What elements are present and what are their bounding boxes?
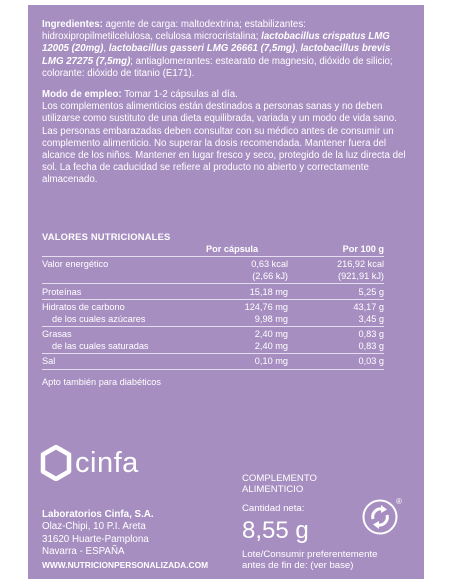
company-address <box>42 509 208 571</box>
row-value-capsule: 0,10 mg <box>254 356 288 366</box>
lactobacillus-crispatus: lactobacillus crispatus LMG 12005 (20mg) <box>42 31 390 55</box>
hexagon-logo-icon <box>40 445 72 481</box>
row-value-100g: 0,83 g <box>358 329 384 339</box>
row-label: Valor energético <box>42 259 109 269</box>
row-value-100g: (921,91 kJ) <box>338 271 384 281</box>
usage-paragraph <box>42 89 414 101</box>
row-value-100g: 3,45 g <box>358 314 384 324</box>
row-label: Grasas <box>42 329 72 339</box>
net-quantity-label: Cantidad neta: <box>242 503 305 514</box>
diabetic-note: Apto también para diabéticos <box>42 377 162 387</box>
website: WWW.NUTRICIONPERSONALIZADA.COM <box>42 559 209 570</box>
lactobacillus-brevis: lactobacillus brevis LMG 27275 (7,5mg) <box>42 43 391 67</box>
divider <box>42 283 384 284</box>
table-row <box>42 258 384 270</box>
row-value-capsule: 124,76 mg <box>244 302 288 312</box>
row-value-100g: 5,25 g <box>358 287 384 297</box>
row-value-capsule: 2,40 mg <box>254 329 288 339</box>
ingredients-paragraph <box>42 19 414 80</box>
table-row <box>42 340 384 352</box>
ingredients-label: Ingredientes: <box>42 19 103 30</box>
row-label: Hidratos de carbono <box>42 302 125 312</box>
row-label: de los cuales azúcares <box>52 314 146 324</box>
row-label: Sal <box>42 356 56 366</box>
address-line-2: 31620 Huarte-Pamplona <box>42 533 149 545</box>
brand-name: cinfa <box>75 447 139 479</box>
batch-line-1: Lote/Consumir preferentemente <box>242 549 378 560</box>
row-value-100g: 0,83 g <box>358 341 384 351</box>
registered-mark: ® <box>396 497 402 506</box>
brand-logo <box>40 445 170 485</box>
row-value-capsule: (2,66 kJ) <box>252 271 288 281</box>
address-line-3: Navarra - ESPAÑA <box>42 546 125 558</box>
usage-label: Modo de empleo: <box>42 89 122 101</box>
product-label-panel <box>28 5 424 579</box>
nutrition-table <box>42 231 384 366</box>
usage-text: Los complementos alimenticios están destinados a personas sanas y no deben utilizarse como sustituto de una dieta equilibrada, variada y un modo de vida sano. Las personas embarazadas deben consultar con su médico antes de consumir un complemento alimenticio. No superar la dosis recomendada. Mantener fuera del alcance de los niños. Mantener en lugar fresco y seco, protegido de la luz directa del sol. La fecha de caducidad se refiere al producto no abierto y correctamente almacenado. <box>42 101 406 186</box>
table-row <box>42 286 384 298</box>
product-type-line-1: COMPLEMENTO <box>242 473 317 484</box>
row-value-100g: 216,92 kcal <box>337 259 384 269</box>
ingredients-text-1: agente de carga: maltodextrina; estabilizantes: hidroxipropilmetilcelulosa, celulosa microcristalina; <box>42 19 306 43</box>
column-per-capsule: Por cápsula <box>206 244 259 254</box>
batch-info <box>242 549 377 571</box>
table-row <box>42 355 384 367</box>
column-per-100g: Por 100 g <box>342 244 384 254</box>
row-value-capsule: 9,98 mg <box>254 314 288 324</box>
nutrition-title: VALORES NUTRICIONALES <box>42 231 171 242</box>
company-name: Laboratorios Cinfa, S.A. <box>42 509 154 520</box>
net-quantity-value: 8,55 g <box>242 517 309 544</box>
row-value-100g: 0,03 g <box>358 356 384 366</box>
ingredients-sep-2: , <box>295 43 301 55</box>
table-row <box>42 313 384 325</box>
lactobacillus-gasseri: lactobacillus gasseri LMG 26661 (7,5mg) <box>108 43 296 55</box>
row-value-100g: 43,17 g <box>353 302 384 312</box>
row-label: Proteínas <box>42 287 82 297</box>
product-type <box>242 473 422 495</box>
table-row <box>42 301 384 313</box>
nutrition-header-row <box>42 244 384 256</box>
divider <box>42 353 384 354</box>
table-row <box>42 270 384 282</box>
row-value-capsule: 15,18 mg <box>249 287 288 297</box>
product-info <box>242 473 422 571</box>
ingredients-and-usage <box>42 19 414 187</box>
ingredients-sep-1: , <box>103 43 109 55</box>
ingredients-text-2: ; antiaglomerantes: estearato de magnesio, dióxido de silicio; colorante: dióxido de titanio (E171). <box>42 55 393 79</box>
address-line-1: Olaz-Chipi, 10 P.I. Areta <box>42 521 146 533</box>
recycle-icon <box>362 499 398 535</box>
batch-line-2: antes de fin de: (ver base) <box>242 560 354 571</box>
divider <box>42 256 384 257</box>
divider <box>42 326 384 327</box>
product-type-line-2: ALIMENTICIO <box>242 484 304 495</box>
usage-dose: Tomar 1-2 cápsulas al día. <box>121 89 238 101</box>
divider <box>42 299 384 300</box>
divider <box>42 369 384 370</box>
row-value-capsule: 2,40 mg <box>254 341 288 351</box>
row-value-capsule: 0,63 kcal <box>251 259 288 269</box>
row-label: de las cuales saturadas <box>52 341 149 351</box>
table-row <box>42 328 384 340</box>
